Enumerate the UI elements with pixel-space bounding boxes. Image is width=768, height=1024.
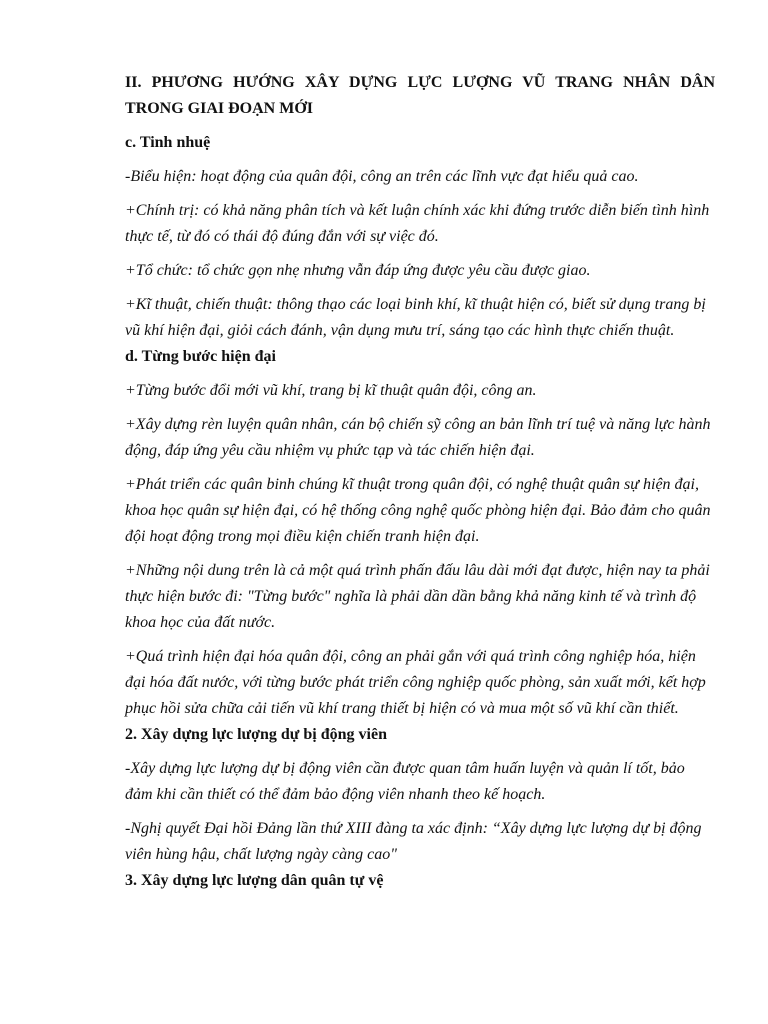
section-d-paragraph-4: +Những nội dung trên là cả một quá trình phấn đấu lâu dài mới đạt được, hiện nay ta phải thực hiện bước đi: "Từng bước" nghĩa là phải dần dần bằng khả năng kinh tế và trình độ khoa học của đất nước. bbox=[125, 562, 710, 631]
section-2-paragraph-2: -Nghị quyết Đại hồi Đảng lần thứ XIII đàng ta xác định: “Xây dựng lực lượng dự bị động viên hùng hậu, chất lượng ngày càng cao" bbox=[125, 820, 702, 863]
section-d-paragraph-3: +Phát triển các quân binh chúng kĩ thuật trong quân đội, có nghệ thuật quân sự hiện đại, khoa học quân sự hiện đại, có hệ thống công nghệ quốc phòng hiện đại. Bảo đảm cho quân đội hoạt động trong mọi điều kiện chiến tranh hiện đại. bbox=[125, 476, 711, 545]
section-d-heading: d. Từng bước hiện đại bbox=[125, 348, 276, 365]
section-c-heading: c. Tinh nhuệ bbox=[125, 134, 211, 151]
section-d-paragraph-1: +Từng bước đổi mới vũ khí, trang bị kĩ thuật quân đội, công an. bbox=[125, 382, 537, 399]
section-2-heading: 2. Xây dựng lực lượng dự bị động viên bbox=[125, 726, 387, 743]
section-c-paragraph-4: +Kĩ thuật, chiến thuật: thông thạo các loại binh khí, kĩ thuật hiện có, biết sử dụng trang bị vũ khí hiện đại, giỏi cách đánh, vận dụng mưu trí, sáng tạo các hình thực chiến thuật. bbox=[125, 296, 706, 339]
section-c-paragraph-1: -Biểu hiện: hoạt động của quân đội, công an trên các lĩnh vực đạt hiểu quả cao. bbox=[125, 168, 639, 185]
section-d-paragraph-2: +Xây dựng rèn luyện quân nhân, cán bộ chiến sỹ công an bản lĩnh trí tuệ và năng lực hành động, đáp ứng yêu cầu nhiệm vụ phức tạp và tác chiến hiện đại. bbox=[125, 416, 711, 459]
page-title bbox=[125, 70, 715, 122]
page-title-line-2: TRONG GIAI ĐOẠN MỚI bbox=[125, 100, 314, 117]
section-c-paragraph-3: +Tổ chức: tổ chức gọn nhẹ nhưng vẫn đáp ứng được yêu cầu được giao. bbox=[125, 262, 591, 279]
section-c-paragraph-2: +Chính trị: có khả năng phân tích và kết luận chính xác khi đứng trước diễn biến tình hình thực tế, từ đó có thái độ đúng đắn với sự việc đó. bbox=[125, 202, 710, 245]
section-d-paragraph-5: +Quá trình hiện đại hóa quân đội, công an phải gắn với quá trình công nghiệp hóa, hiện đại hóa đất nước, với từng bước phát triển công nghiệp quốc phòng, sản xuất mới, kết hợp phục hồi sửa chữa cải tiến vũ khí trang thiết bị hiện có và mua một số vũ khí cần thiết. bbox=[125, 648, 706, 717]
section-3-heading: 3. Xây dựng lực lượng dân quân tự vệ bbox=[125, 872, 384, 889]
document-body bbox=[125, 70, 715, 894]
section-2-paragraph-1: -Xây dựng lực lượng dự bị động viên cần được quan tâm huấn luyện và quản lí tốt, bảo đảm khi cần thiết có thể đảm bảo động viên nhanh theo kế hoạch. bbox=[125, 760, 685, 803]
page-title-line-1: II. PHƯƠNG HƯỚNG XÂY DỰNG LỰC LƯỢNG VŨ TRANG NHÂN DÂN bbox=[125, 74, 715, 91]
